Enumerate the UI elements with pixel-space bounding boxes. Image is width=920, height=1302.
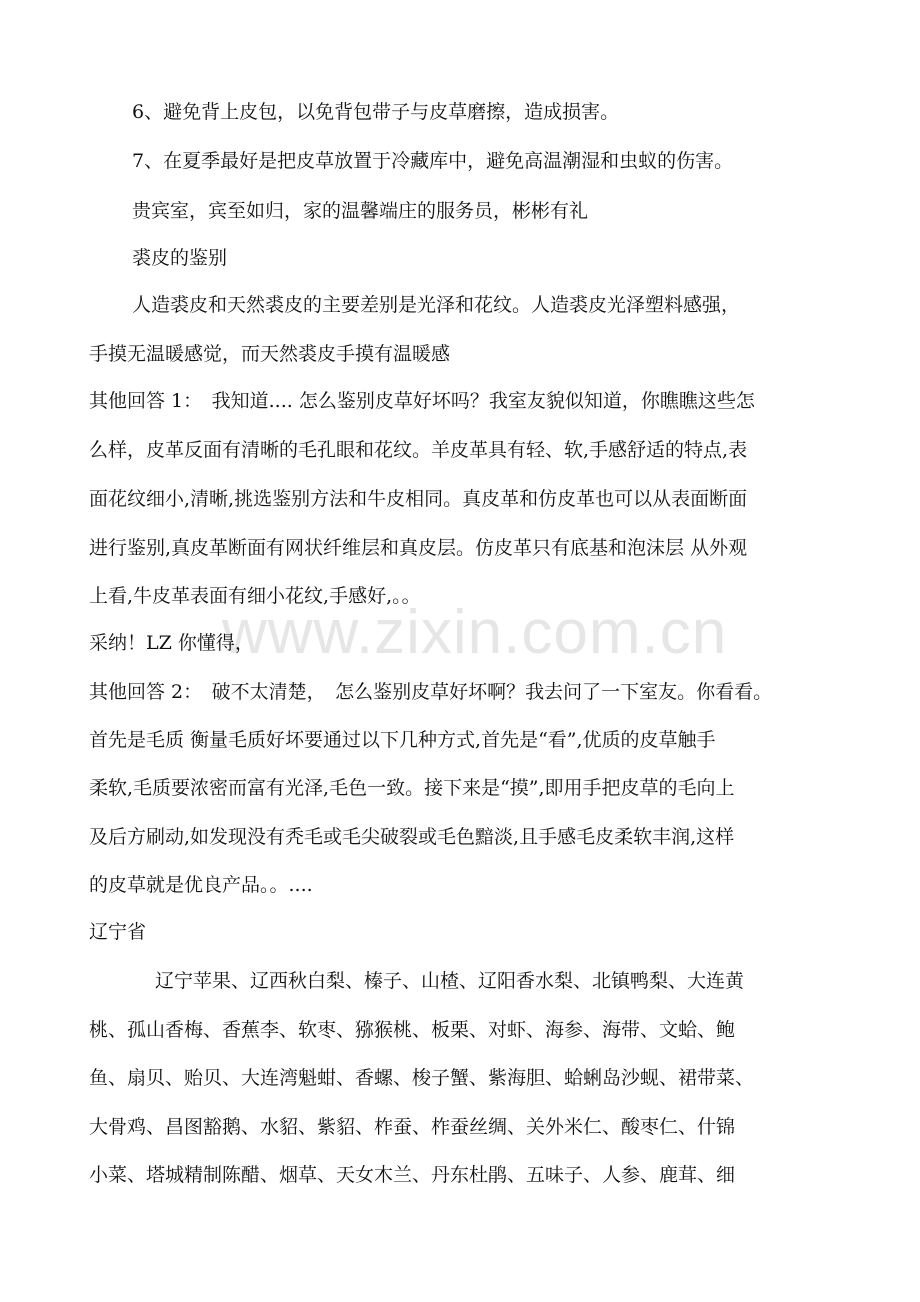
text-line: 面花纹细小,清晰,挑选鉴别方法和牛皮相同。真皮革和仿皮革也可以从表面断面 [89, 488, 748, 510]
text-line: 其他回答 2： 破不太清楚， 怎么鉴别皮草好坏啊？我去问了一下室友。你看看。 [89, 681, 773, 703]
text-line: 贵宾室，宾至如归，家的温馨端庄的服务员，彬彬有礼 [132, 200, 589, 222]
text-line: 其他回答 1： 我知道.... 怎么鉴别皮草好坏吗？我室友貌似知道，你瞧瞧这些怎 [89, 390, 755, 412]
watermark: www.zixin.com.cn [222, 598, 728, 667]
text-line: 么样，皮革反面有清晰的毛孔眼和花纹。羊皮革具有轻、软,手感舒适的特点,表 [89, 439, 748, 461]
text-line: 大骨鸡、昌图豁鹅、水貂、紫貂、柞蚕、柞蚕丝绸、关外米仁、酸枣仁、什锦 [89, 1116, 736, 1138]
text-line: 小菜、塔城精制陈醋、烟草、天女木兰、丹东杜鹃、五味子、人参、鹿茸、细 [89, 1164, 736, 1186]
section-heading: 辽宁省 [89, 921, 147, 943]
text-line: 及后方刷动,如发现没有秃毛或毛尖破裂或毛色黯淡,且手感毛皮柔软丰润,这样 [89, 826, 735, 848]
section-heading: 裘皮的鉴别 [132, 247, 228, 269]
text-line: 上看,牛皮革表面有细小花纹,手感好,。。 [89, 585, 421, 607]
text-line: 鱼、扇贝、贻贝、大连湾魁蚶、香螺、梭子蟹、紫海胆、蛤蜊岛沙蚬、裙带菜、 [89, 1067, 755, 1089]
text-line: 辽宁苹果、辽西秋白梨、榛子、山楂、辽阳香水梨、北镇鸭梨、大连黄 [155, 970, 745, 992]
text-line: 进行鉴别,真皮革断面有网状纤维层和真皮层。仿皮革只有底基和泡沫层 从外观 [89, 537, 748, 559]
text-line: 的皮草就是优良产品。。.... [89, 874, 313, 896]
text-line: 首先是毛质 衡量毛质好坏要通过以下几种方式,首先是“看”,优质的皮草触手 [89, 729, 716, 751]
text-line: 手摸无温暖感觉，而天然裘皮手摸有温暖感 [89, 343, 451, 365]
text-line: 6、避免背上皮包，以免背包带子与皮草磨擦，造成损害。 [132, 101, 620, 123]
text-line: 7、在夏季最好是把皮草放置于冷藏库中，避免高温潮湿和虫蚁的伤害。 [132, 150, 734, 172]
text-line: 柔软,毛质要浓密而富有光泽,毛色一致。接下来是“摸”,即用手把皮草的毛向上 [89, 777, 735, 799]
text-line: 桃、孤山香梅、香蕉李、软枣、猕猴桃、板栗、对虾、海参、海带、文蛤、鲍 [89, 1019, 736, 1041]
text-line: 采纳！LZ 你懂得， [89, 632, 254, 654]
text-line: 人造裘皮和天然裘皮的主要差别是光泽和花纹。人造裘皮光泽塑料感强， [132, 294, 741, 316]
